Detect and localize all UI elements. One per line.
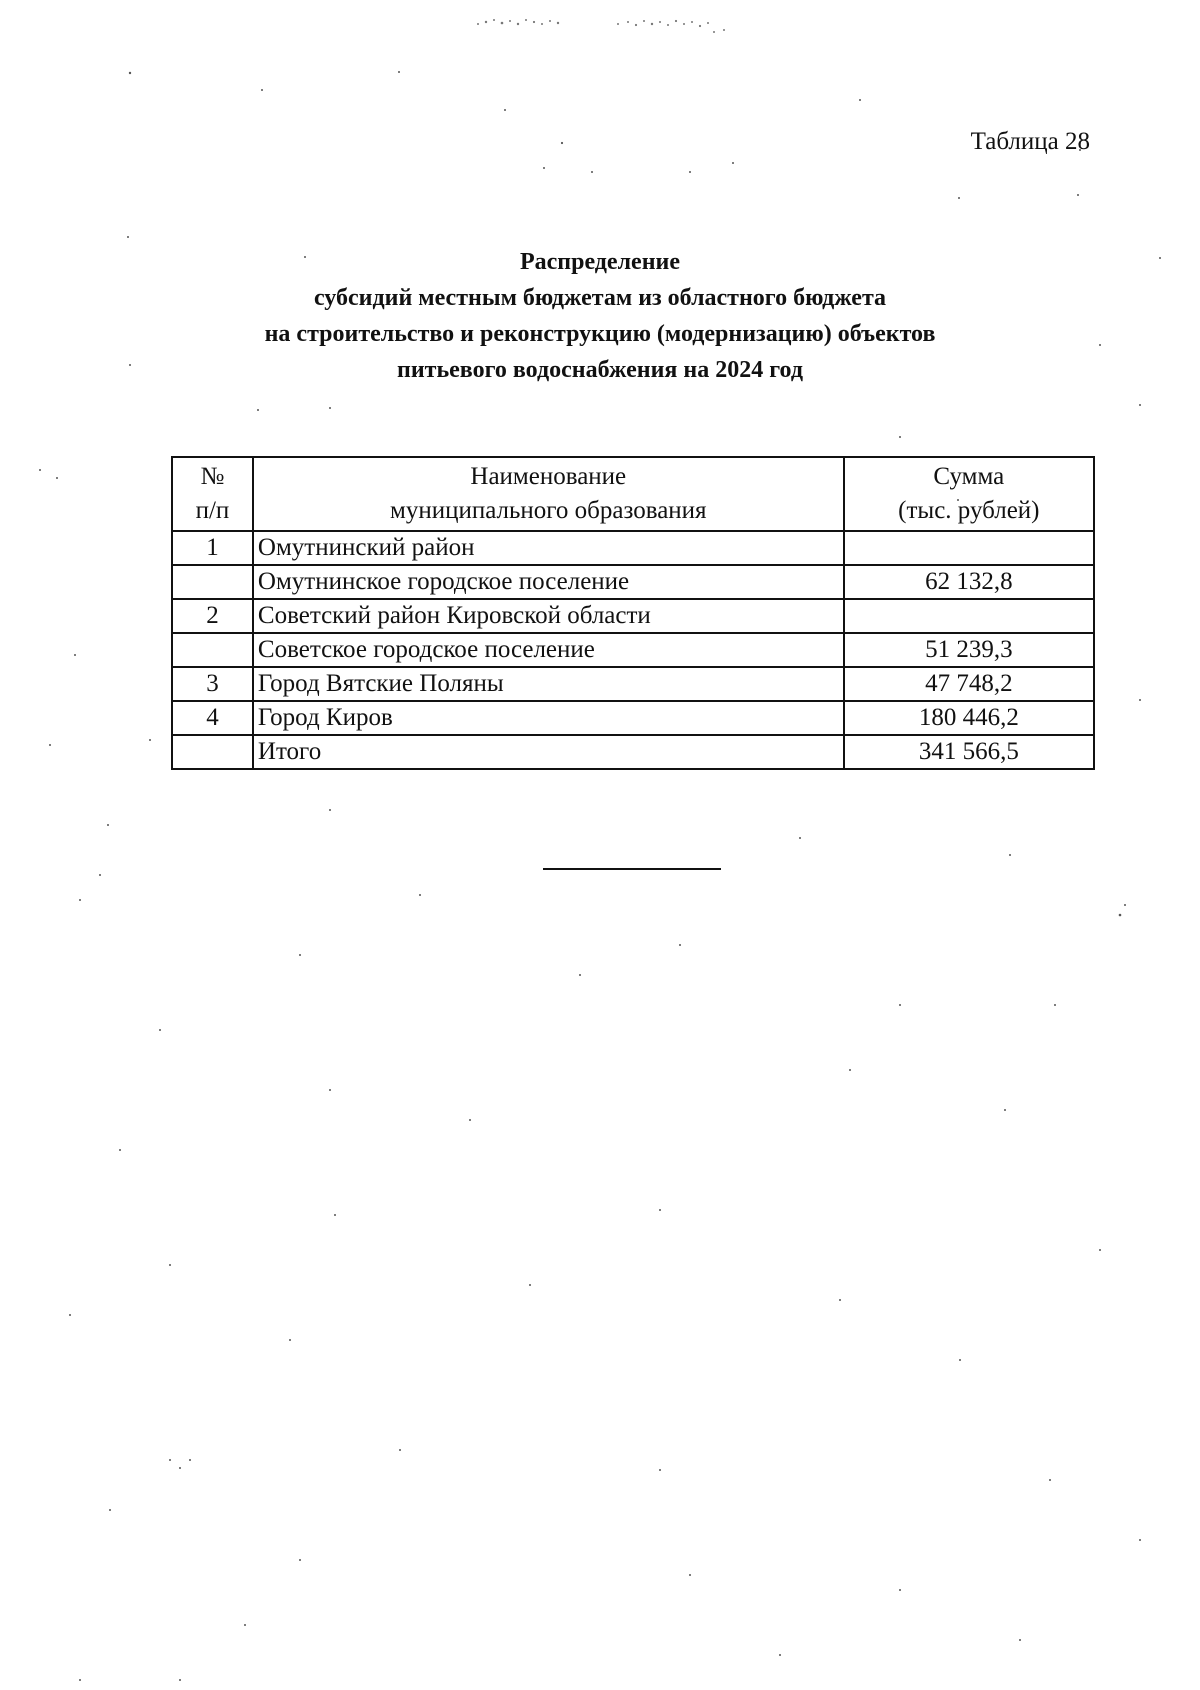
table-body [172,531,1094,769]
title-line-3: на строительство и реконструкцию (модернизацию) объектов [264,321,936,347]
row-name: Город Вятские Поляны [253,667,844,701]
row-sum: 180 446,2 [844,701,1094,735]
row-num [172,633,253,667]
scan-smudge [468,10,768,40]
header-sum [844,457,1094,531]
table-row [172,565,1094,599]
header-num-line1: № [200,463,225,490]
title-line-4: питьевого водоснабжения на 2024 год [397,357,803,383]
row-num: 3 [172,667,253,701]
table-row [172,667,1094,701]
title-line-1: Распределение [519,249,681,275]
row-sum: 51 239,3 [844,633,1094,667]
subsidy-table [171,456,1095,770]
row-name: Советское городское поселение [253,633,844,667]
row-name: Омутнинское городское поселение [253,565,844,599]
row-sum [844,599,1094,633]
header-row [172,457,1094,531]
table-row [172,531,1094,565]
table-number: Таблица 28 [970,128,1090,155]
header-num [172,457,253,531]
row-sum [844,531,1094,565]
row-sum: 62 132,8 [844,565,1094,599]
row-name: Город Киров [253,701,844,735]
document-title [0,244,1200,388]
header-name-line1: Наименование [470,463,627,490]
table-row [172,599,1094,633]
row-name: Омутнинский район [253,531,844,565]
table-row-total [172,735,1094,769]
row-name: Советский район Кировской области [253,599,844,633]
row-name: Итого [253,735,844,769]
header-sum-line2: (тыс. рублей) [898,497,1040,524]
header-sum-line1: Сумма [933,463,1005,490]
header-name [253,457,844,531]
row-num: 4 [172,701,253,735]
table-row [172,633,1094,667]
row-num [172,565,253,599]
table-header [172,457,1094,531]
row-num: 1 [172,531,253,565]
row-sum: 341 566,5 [844,735,1094,769]
row-num: 2 [172,599,253,633]
end-divider [543,868,721,870]
header-name-line2: муниципального образования [390,497,707,524]
title-line-2: субсидий местным бюджетам из областного бюджета [313,285,887,311]
table-row [172,701,1094,735]
row-sum: 47 748,2 [844,667,1094,701]
row-num [172,735,253,769]
header-num-line2: п/п [195,497,230,524]
